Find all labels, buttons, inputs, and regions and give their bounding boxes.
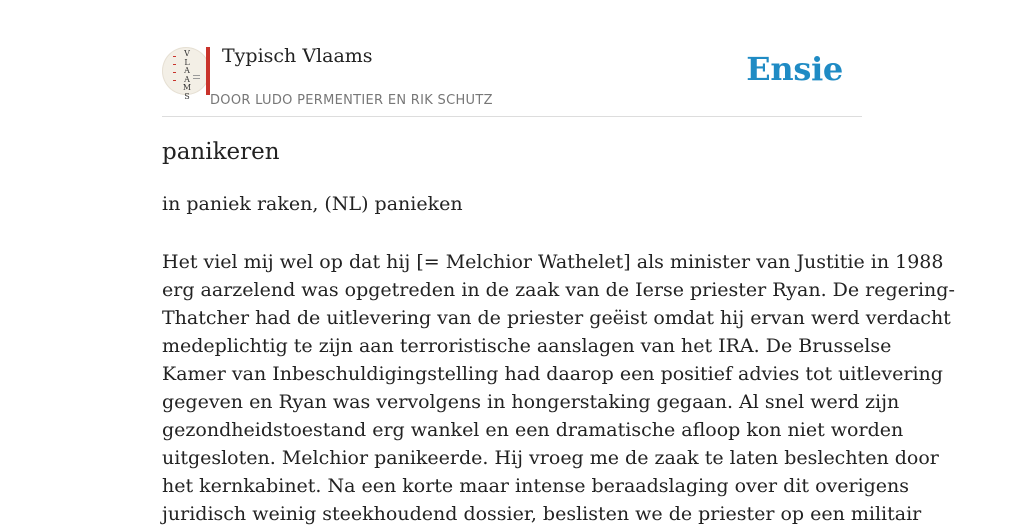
- cover-letter: A: [184, 66, 190, 76]
- quote-line: Thatcher had de uitlevering van de priester geëist omdat hij ervan werd verdacht: [162, 307, 951, 329]
- quote-line: Kamer van Inbeschuldigingstelling had daarop een positief advies tot uitlevering: [162, 363, 943, 385]
- header: [162, 0, 862, 117]
- cover-decoration: [193, 75, 200, 76]
- cover-decoration: [193, 78, 200, 79]
- quote-line: juridisch weinig steekhoudend dossier, beslisten we de priester op een militair: [162, 503, 922, 525]
- cover-letter: V: [184, 49, 190, 58]
- quote-line: erg aarzelend was opgetreden in de zaak van de Ierse priester Ryan. De regering-: [162, 279, 955, 301]
- cover-letter: M: [182, 83, 192, 93]
- cover-decoration: [173, 72, 176, 73]
- cover-letters: [181, 50, 193, 102]
- cover-red-band: [206, 47, 210, 95]
- quote-line: medeplichtig te zijn aan terroristische aanslagen van het IRA. De Brusselse: [162, 335, 892, 357]
- cover-decoration: [173, 64, 176, 65]
- quote-paragraph: [162, 248, 955, 528]
- quote-line: uitgesloten. Melchior panikeerde. Hij vroeg me de zaak te laten beslechten door: [162, 447, 939, 469]
- cover-letter: S: [184, 91, 190, 101]
- cover-decoration: [173, 56, 176, 57]
- lemma-title: panikeren: [162, 139, 280, 165]
- book-cover-image[interactable]: [162, 47, 210, 101]
- quote-line: het kernkabinet. Na een korte maar intense beraadslaging over dit overigens: [162, 475, 910, 497]
- cover-decoration: [173, 80, 176, 81]
- ensie-logo-link[interactable]: Ensie: [746, 50, 843, 88]
- book-title-link[interactable]: Typisch Vlaams: [222, 45, 373, 67]
- cover-letter: L: [184, 57, 190, 67]
- authors-byline: DOOR LUDO PERMENTIER EN RIK SCHUTZ: [210, 93, 493, 108]
- cover-letter: A: [184, 74, 190, 84]
- quote-line: Het viel mij wel op dat hij [= Melchior Wathelet] als minister van Justitie in 1988: [162, 251, 944, 273]
- definition-text: in paniek raken, (NL) panieken: [162, 193, 463, 215]
- quote-line: gegeven en Ryan was vervolgens in hongerstaking gegaan. Al snel werd zijn: [162, 391, 900, 413]
- quote-line: gezondheidstoestand erg wankel en een dramatische afloop kon niet worden: [162, 419, 904, 441]
